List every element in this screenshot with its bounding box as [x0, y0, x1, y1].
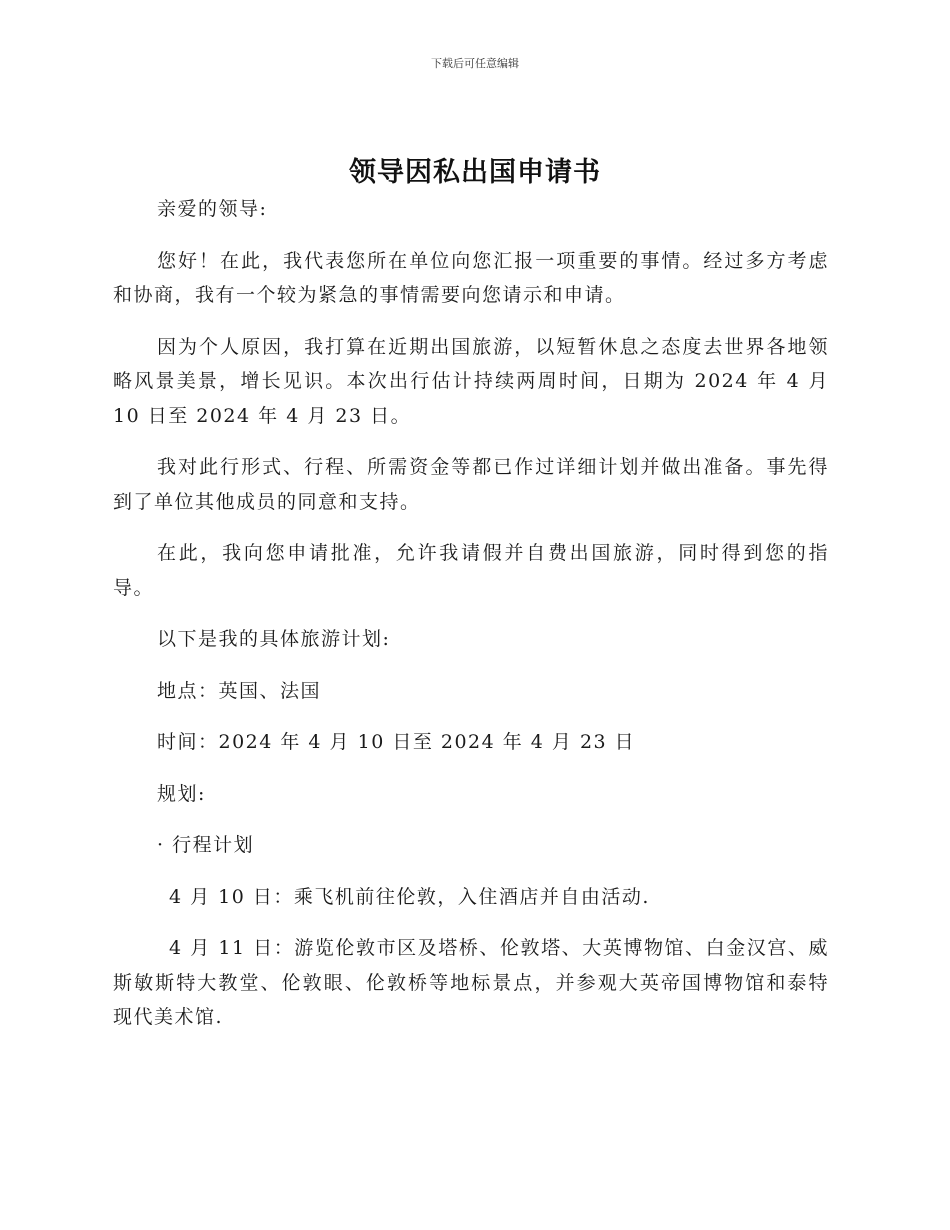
paragraph-3: 我对此行形式、行程、所需资金等都已作过详细计划并做出准备。事先得到了单位其他成员的同意和支持。 — [113, 456, 829, 513]
paragraph-2: 因为个人原因，我打算在近期出国旅游，以短暂休息之态度去世界各地领略风景美景，增长见识。本次出行估计持续两周时间，日期为 2024 年 4 月 10 日至 2024 年 4 月 23 日。 — [113, 335, 829, 427]
document-body — [113, 192, 829, 1052]
day-entry-1: 4 月 10 日：乘飞机前往伦敦，入住酒店并自由活动. — [169, 885, 650, 908]
page-header: 下载后可任意编辑 — [431, 57, 519, 70]
paragraph-1: 您好！在此，我代表您所在单位向您汇报一项重要的事情。经过多方考虑和协商，我有一个较为紧急的事情需要向您请示和申请。 — [113, 249, 829, 306]
location-line: 地点：英国、法国 — [157, 679, 322, 702]
day-entry-2: 4 月 11 日：游览伦敦市区及塔桥、伦敦塔、大英博物馆、白金汉宫、威斯敏斯特大教堂、伦敦眼、伦敦桥等地标景点，并参观大英帝国博物馆和泰特现代美术馆. — [113, 937, 829, 1028]
greeting: 亲爱的领导: — [157, 198, 268, 220]
plan-label: 规划: — [157, 782, 206, 805]
itinerary-heading: · 行程计划 — [157, 834, 255, 856]
document-title: 领导因私出国申请书 — [349, 157, 601, 188]
paragraph-5: 以下是我的具体旅游计划: — [157, 628, 391, 650]
time-line: 时间：2024 年 4 月 10 日至 2024 年 4 月 23 日 — [157, 731, 636, 753]
paragraph-4: 在此，我向您申请批准，允许我请假并自费出国旅游，同时得到您的指导。 — [113, 542, 829, 599]
